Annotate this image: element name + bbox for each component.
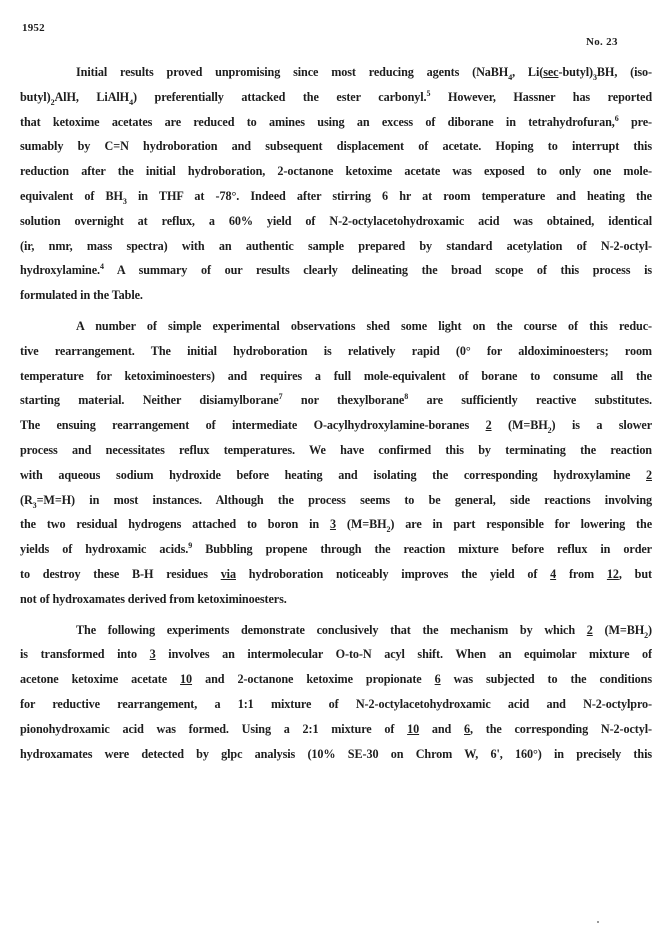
text-line: to destroy these B-H residues via hydroboration noticeably improves the yield of 4 from 12, but <box>20 566 652 581</box>
text-line: temperature for ketoximinoesters) and requires a full mole-equivalent of borane to consume all the <box>20 368 652 383</box>
text-line: the two residual hydrogens attached to boron in 3 $(M=BH_2)$ are in part responsible for lowering the <box>20 517 652 535</box>
text-line: tive rearrangement. The initial hydroboration is relatively rapid (0° for aldoximinoesters; room <box>20 343 652 358</box>
text-line: starting material. Neither disiamylborane$^7$ nor thexylborane$^8$ are sufficiently reactive substitutes. <box>20 392 652 408</box>
text-line: acetone ketoxime acetate 10 and 2-octanone ketoxime propionate 6 was subjected to the conditions <box>20 672 652 687</box>
text-line: for reductive rearrangement, a 1:1 mixture of N-2-octylacetohydroxamic acid and N-2-octylpro- <box>20 696 652 711</box>
text-line: $butyl)_2AlH$, LiAlH$_4$) preferentially attacked the ester carbonyl.$^5$ However, Hassner has reported <box>20 88 652 107</box>
text-line: The ensuing rearrangement of intermediate O-acylhydroxylamine-boranes 2 $(M=BH_2)$ is a slower <box>20 418 652 436</box>
text-line: Initial results proved unpromising since most reducing agents (NaBH$_4$, $Li(\sec-butyl)_3BH$, (iso- <box>76 65 652 82</box>
scan-speck <box>597 921 599 923</box>
text-line: is transformed into 3 involves an intermolecular O-to-N acyl shift. When an equimolar mixture of <box>20 647 652 662</box>
issue-number: No. 23 <box>586 36 618 48</box>
text-line: solution overnight at reflux, a 60% yield of N-2-octylacetohydroxamic acid was obtained, identical <box>20 213 652 228</box>
text-line: pionohydroxamic acid was formed. Using a 2:1 mixture of 10 and 6, the corresponding N-2-octyl- <box>20 721 652 736</box>
text-line: reduction after the initial hydroboration, 2-octanone ketoxime acetate was exposed to only one mole- <box>20 164 652 179</box>
article-body <box>20 60 652 766</box>
text-line: with aqueous sodium hydroxide before heating and isolating the corresponding hydroxylamine 2 <box>20 467 652 482</box>
text-line: (ir, nmr, mass spectra) with an authentic sample prepared by standard acetylation of N-2-octyl- <box>20 238 652 253</box>
text-line: process and necessitates reflux temperatures. We have confirmed this by terminating the reaction <box>20 442 652 457</box>
text-line: hydroxylamine.$^4$ A summary of our results clearly delineating the broad scope of this process is <box>20 262 652 278</box>
text-line: not of hydroxamates derived from ketoximinoesters. <box>20 591 287 606</box>
page-number: 1952 <box>22 22 45 34</box>
text-line: hydroxamates were detected by glpc analysis (10% SE-30 on Chrom W, 6', 160°) in precisely this <box>20 746 652 761</box>
text-line: A number of simple experimental observations shed some light on the course of this reduc- <box>76 318 652 333</box>
text-line: The following experiments demonstrate conclusively that the mechanism by which 2 $(M=BH_2)$ <box>76 622 652 640</box>
text-line: equivalent of $BH_3$ in THF at -78°. Indeed after stirring 6 hr at room temperature and heating the <box>20 188 652 206</box>
text-line: that ketoxime acetates are reduced to amines using an excess of diborane in tetrahydrofuran,$^6$ pre- <box>20 113 652 129</box>
text-line: sumably by C=N hydroboration and subsequent displacement of acetate. Hoping to interrupt this <box>20 139 652 154</box>
text-line: yields of hydroxamic acids.$^9$ Bubbling propene through the reaction mixture before reflux in order <box>20 541 652 557</box>
text-line: $(R_3=M=H)$ in most instances. Although the process seems to be general, side reactions involving <box>20 492 652 510</box>
text-line: formulated in the Table. <box>20 288 143 303</box>
